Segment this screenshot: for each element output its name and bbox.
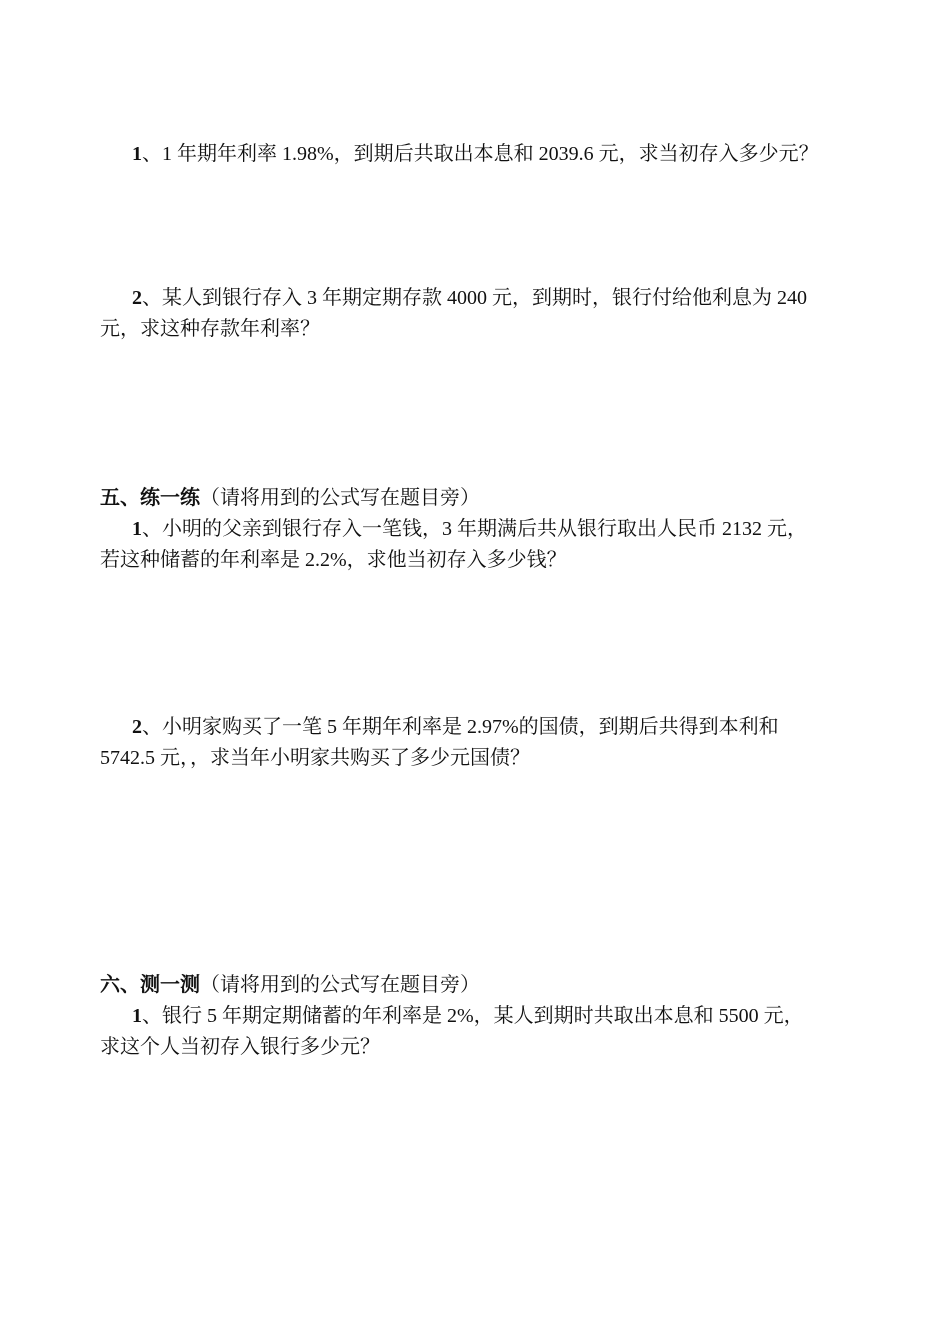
question-text: 、某人到银行存入 3 年期定期存款 4000 元，到期时，银行付给他利息为 240 [142,287,807,309]
question-text-continued: 若这种储蓄的年利率是 2.2%，求他当初存入多少钱？ [100,549,567,571]
section-title: 六、测一测 [100,974,200,996]
section-heading [100,970,860,1001]
question-text-continued: 求这个人当初存入银行多少元？ [100,1036,380,1058]
question-number: 2 [132,716,142,738]
section-six [100,970,860,1063]
question-text: 、1 年期年利率 1.98%，到期后共取出本息和 2039.6 元，求当初存入多少元？ [142,143,819,165]
question-number: 2 [132,287,142,309]
question-number: 1 [132,143,142,165]
question-line [100,1001,860,1032]
question-line [100,514,860,545]
question-line [100,712,860,743]
question-line [100,139,860,170]
question-text: 、小明家购买了一笔 5 年期年利率是 2.97%的国债，到期后共得到本利和 [142,716,779,738]
section-note: （请将用到的公式写在题目旁） [200,487,480,509]
question-text: 、银行 5 年期定期储蓄的年利率是 2%，某人到期时共取出本息和 5500 元， [142,1005,804,1027]
section-title: 五、练一练 [100,487,200,509]
question-4-2 [100,283,860,345]
question-text-continued: 元，求这种存款年利率？ [100,318,320,340]
question-5-2 [100,712,860,774]
question-number: 1 [132,518,142,540]
question-number: 1 [132,1005,142,1027]
question-text: 、小明的父亲到银行存入一笔钱，3 年期满后共从银行取出人民币 2132 元， [142,518,807,540]
section-note: （请将用到的公式写在题目旁） [200,974,480,996]
question-text-continued: 5742.5 元，，求当年小明家共购买了多少元国债？ [100,747,530,769]
question-4-1 [100,139,860,170]
question-line [100,283,860,314]
section-heading [100,483,860,514]
section-five [100,483,860,576]
